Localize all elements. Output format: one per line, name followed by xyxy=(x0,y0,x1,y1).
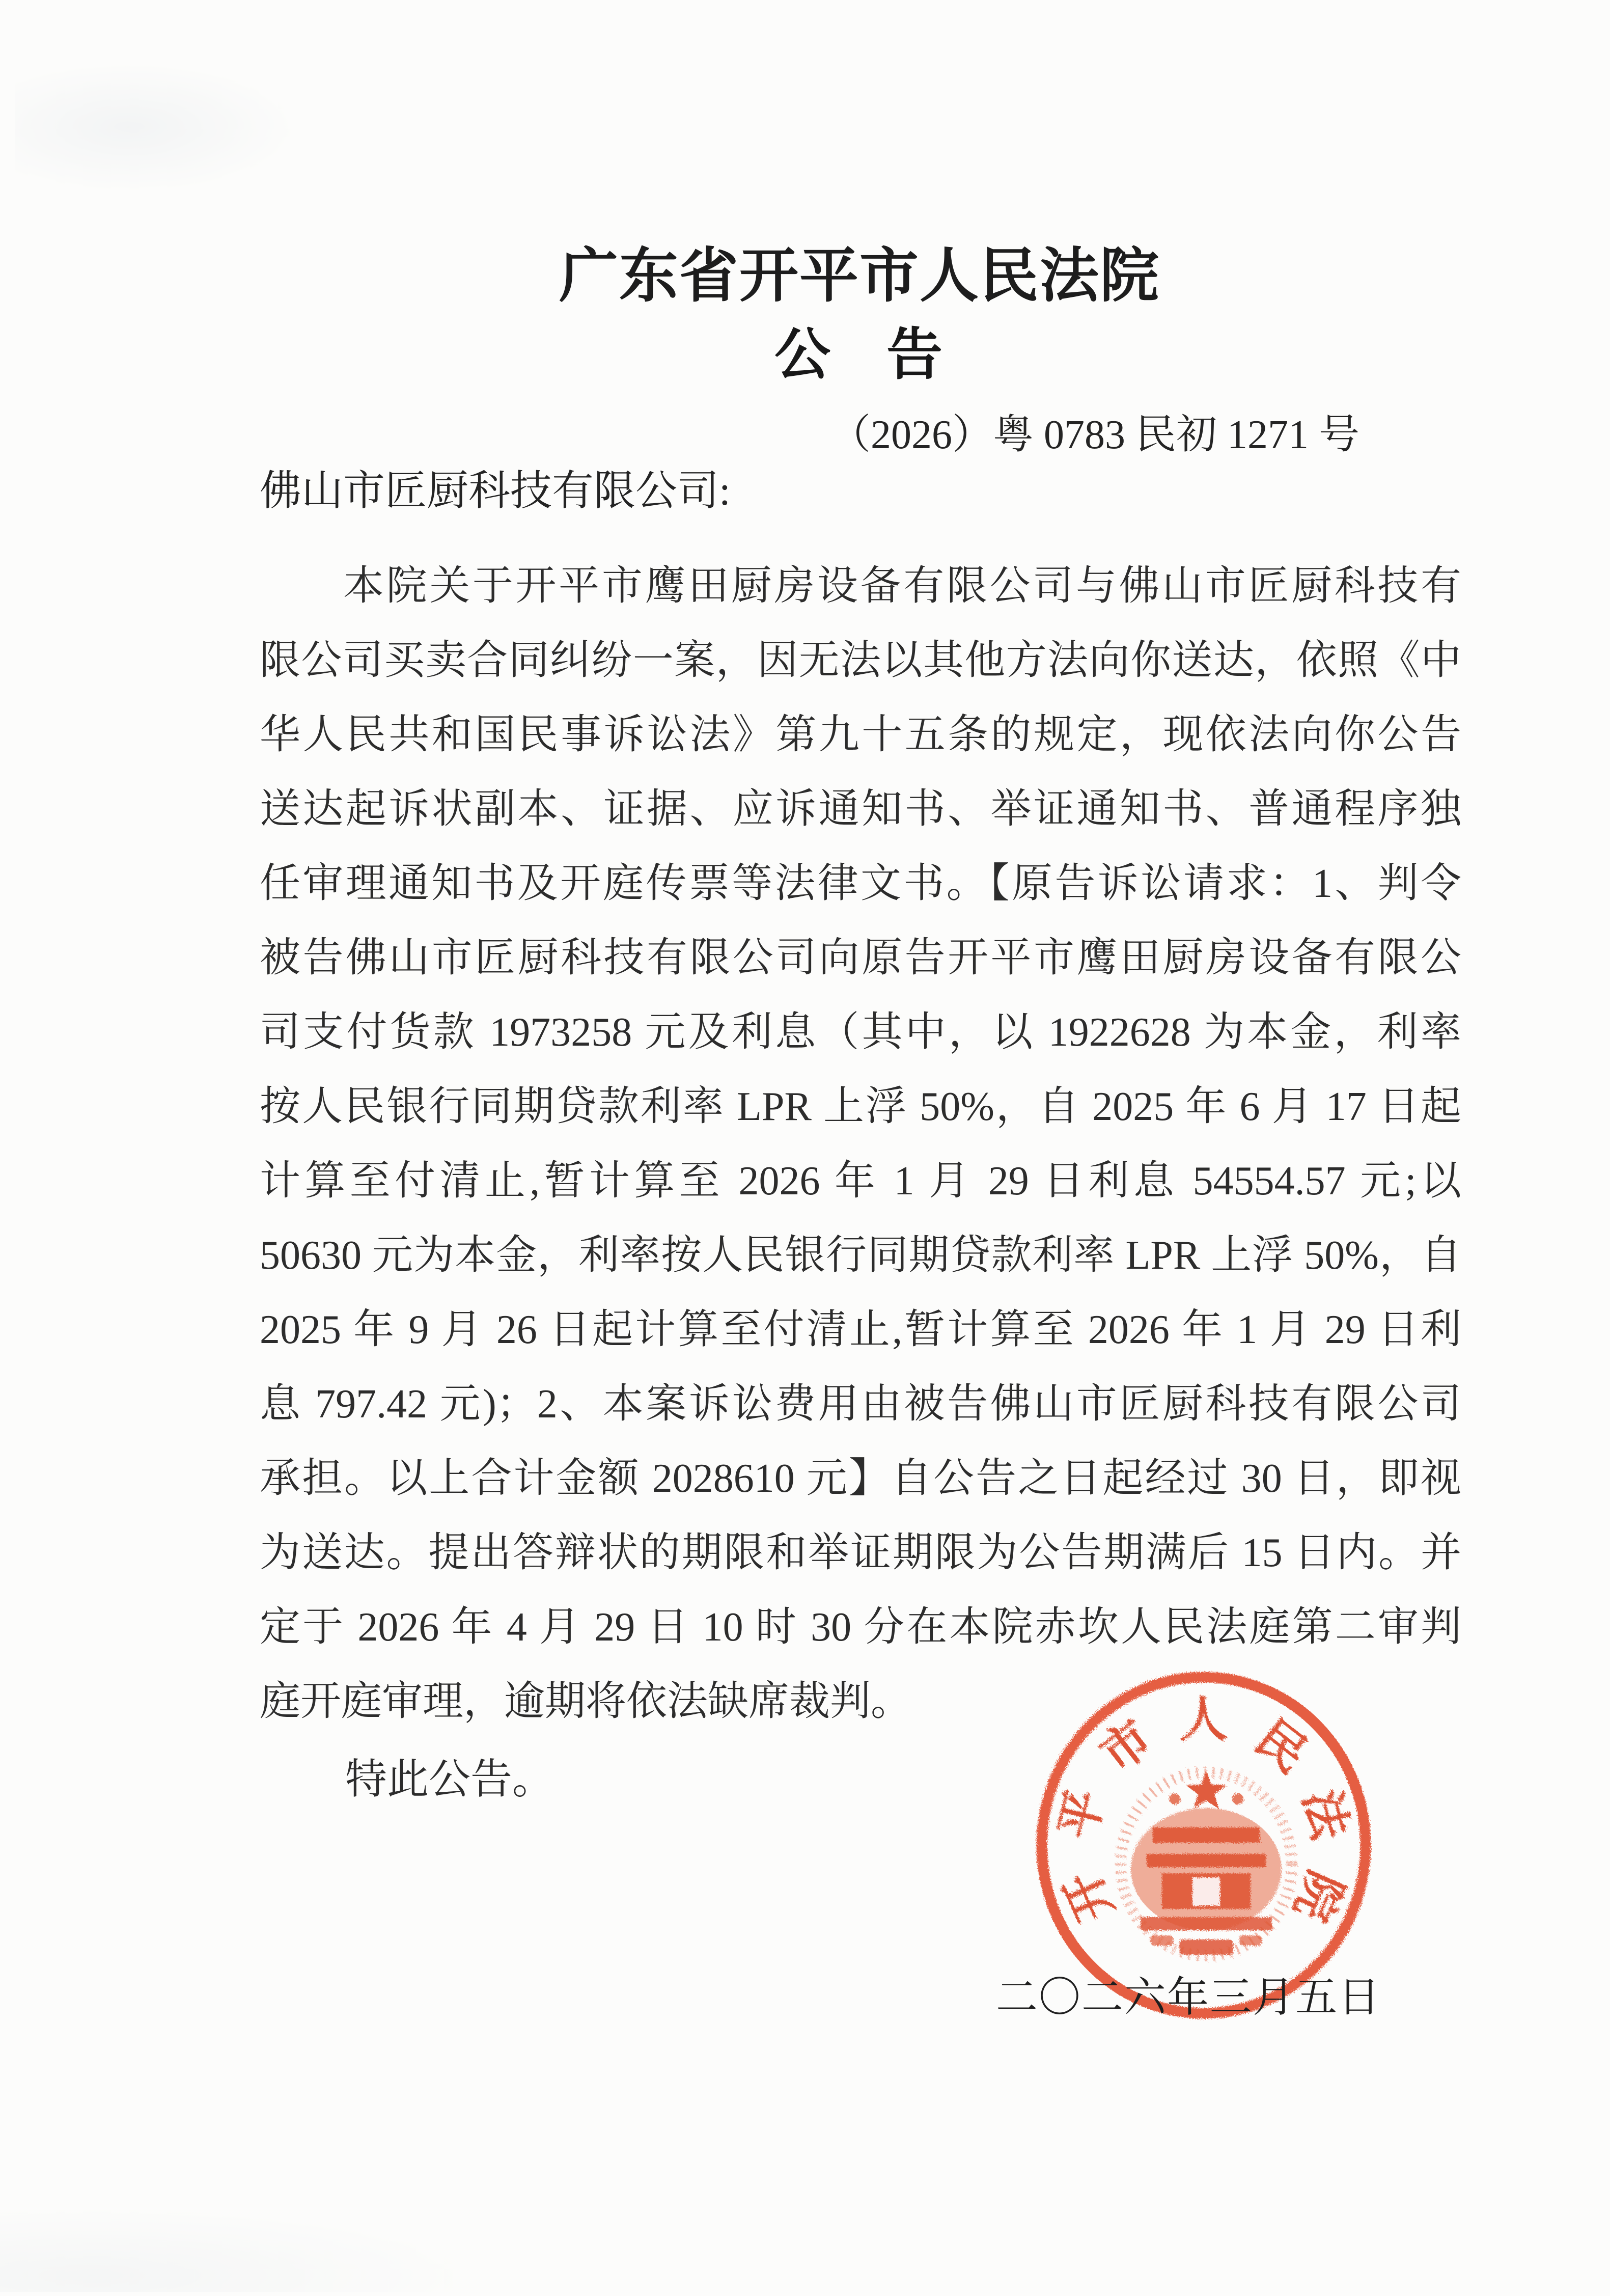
seal-char: 市 xyxy=(1090,1710,1162,1783)
seal-char: 院 xyxy=(1284,1863,1353,1929)
body-line: 承担。以上合计金额 2028610 元】自公告之日起经过 30 日，即视 xyxy=(260,1456,1461,1501)
body-line: 送达起诉状副本、证据、应诉通知书、举证通知书、普通程序独 xyxy=(260,787,1461,832)
seal-char: 平 xyxy=(1050,1785,1114,1845)
scan-smudge xyxy=(15,61,300,194)
issue-date: 二〇二六年三月五日 xyxy=(996,1974,1381,2020)
body-line: 50630 元为本金，利率按人民银行同期贷款利率 LPR 上浮 50%，自 xyxy=(260,1233,1461,1278)
seal-char: 开 xyxy=(1054,1863,1124,1929)
body-line: 本院关于开平市鹰田厨房设备有限公司与佛山市匠厨科技有 xyxy=(343,564,1461,609)
body-paragraph xyxy=(260,549,1461,1739)
body-line: 庭开庭审理，逾期将依法缺席裁判。 xyxy=(260,1679,911,1724)
document-type-title: 公 告 xyxy=(774,324,942,386)
body-line: 定于 2026 年 4 月 29 日 10 时 30 分在本院赤坎人民法庭第二审判 xyxy=(260,1605,1461,1650)
body-line: 限公司买卖合同纠纷一案，因无法以其他方法向你送达，依照《中 xyxy=(260,638,1461,683)
body-line: 按人民银行同期贷款利率 LPR 上浮 50%，自 2025 年 6 月 17 日起 xyxy=(260,1084,1461,1129)
body-line: 任审理通知书及开庭传票等法律文书。【原告诉讼请求：1、判令 xyxy=(260,861,1461,906)
seal-char: 法 xyxy=(1293,1785,1357,1845)
case-number: （2026）粤 0783 民初 1271 号 xyxy=(830,413,1359,457)
closing-statement: 特此公告。 xyxy=(345,1756,554,1802)
body-line: 司支付货款 1973258 元及利息（其中，以 1922628 为本金，利率 xyxy=(260,1010,1461,1055)
body-line: 2025 年 9 月 26 日起计算至付清止,暂计算至 2026 年 1 月 29 日利 xyxy=(260,1307,1461,1352)
body-line: 被告佛山市匠厨科技有限公司向原告开平市鹰田厨房设备有限公 xyxy=(260,936,1461,980)
seal-char: 民 xyxy=(1245,1710,1317,1783)
body-line: 计算至付清止,暂计算至 2026 年 1 月 29 日利息 54554.57 元;以 xyxy=(260,1159,1461,1204)
body-line: 华人民共和国民事诉讼法》第九十五条的规定，现依法向你公告 xyxy=(260,713,1461,757)
national-emblem-icon xyxy=(1131,1770,1282,1955)
body-line: 为送达。提出答辩状的期限和举证期限为公告期满后 15 日内。并 xyxy=(260,1530,1461,1575)
body-line: 息 797.42 元)；2、本案诉讼费用由被告佛山市匠厨科技有限公司 xyxy=(260,1382,1461,1427)
seal-char: 人 xyxy=(1179,1693,1228,1747)
court-name-title: 广东省开平市人民法院 xyxy=(559,244,1160,309)
addressee-line: 佛山市匠厨科技有限公司: xyxy=(260,468,731,514)
scan-smudge xyxy=(0,2210,458,2292)
